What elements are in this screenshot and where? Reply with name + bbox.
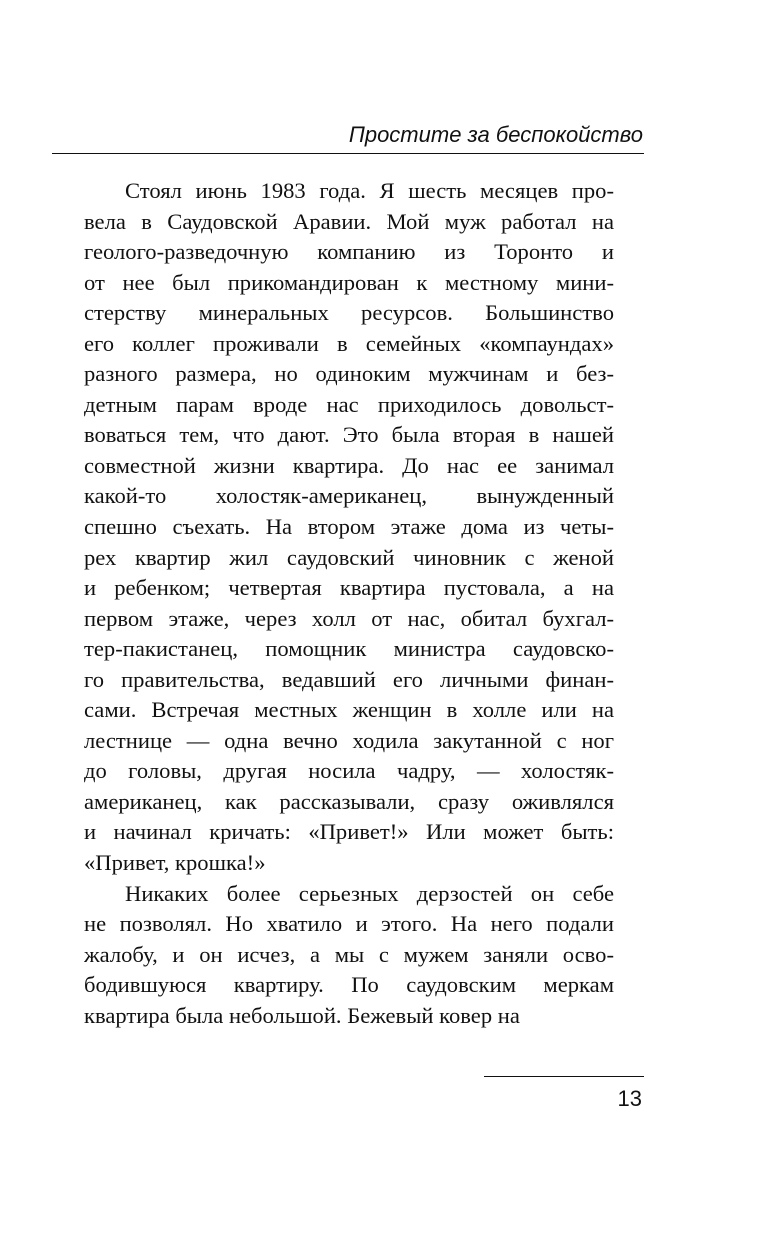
text-line: спешно съехать. На втором этаже дома из четы- [84,514,614,540]
page-body [84,176,614,1031]
text-line: от нее был прикомандирован к местному мини- [84,269,614,295]
text-line: «Привет, крошка!» [84,850,266,876]
text-line: бодившуюся квартиру. По саудовским меркам [84,972,614,998]
text-line: квартира была небольшой. Бежевый ковер на [84,1002,520,1028]
text-line: не позволял. Но хватило и этого. На него подали [84,911,614,937]
text-line: го правительства, ведавший его личными финан- [84,666,614,692]
text-line: и начинал кричать: «Привет!» Или может быть: [84,819,614,845]
text-line: тер-пакистанец, помощник министра саудовско- [84,636,614,662]
text-line: лестнице — одна вечно ходила закутанной с ног [84,727,614,753]
text-line: геолого-разведочную компанию из Торонто и [84,239,614,265]
paragraph [84,879,614,1032]
text-line: Стоял июнь 1983 года. Я шесть месяцев про- [125,178,614,203]
header-divider [52,153,644,154]
text-line: совместной жизни квартира. До нас ее занимал [84,452,614,478]
text-line: рех квартир жил саудовский чиновник с женой [84,544,614,570]
text-line: воваться тем, что дают. Это была вторая в нашей [84,422,614,448]
paragraph [84,176,614,879]
footer-divider [484,1076,644,1077]
text-line: жалобу, и он исчез, а мы с мужем заняли осво- [84,941,614,967]
text-line: стерству минеральных ресурсов. Большинство [84,300,614,326]
text-line: его коллег проживали в семейных «компаундах» [84,330,614,356]
text-line: американец, как рассказывали, сразу оживлялся [84,788,614,814]
header-title: Простите за беспокойство [348,122,643,147]
text-line: вела в Саудовской Аравии. Мой муж работал на [84,208,614,234]
text-line: до головы, другая носила чадру, — холостяк- [84,758,614,784]
page-number: 13 [617,1086,642,1111]
text-line: Никаких более серьезных дерзостей он себе [125,880,614,906]
text-line: детным парам вроде нас приходилось довольст- [84,391,614,417]
text-line: разного размера, но одиноким мужчинам и без- [84,361,614,387]
text-line: сами. Встречая местных женщин в холле или на [84,697,614,723]
text-line: какой-то холостяк-американец, вынужденный [84,483,614,509]
text-line: и ребенком; четвертая квартира пустовала, а на [84,575,614,601]
text-line: первом этаже, через холл от нас, обитал бухгал- [84,605,614,631]
